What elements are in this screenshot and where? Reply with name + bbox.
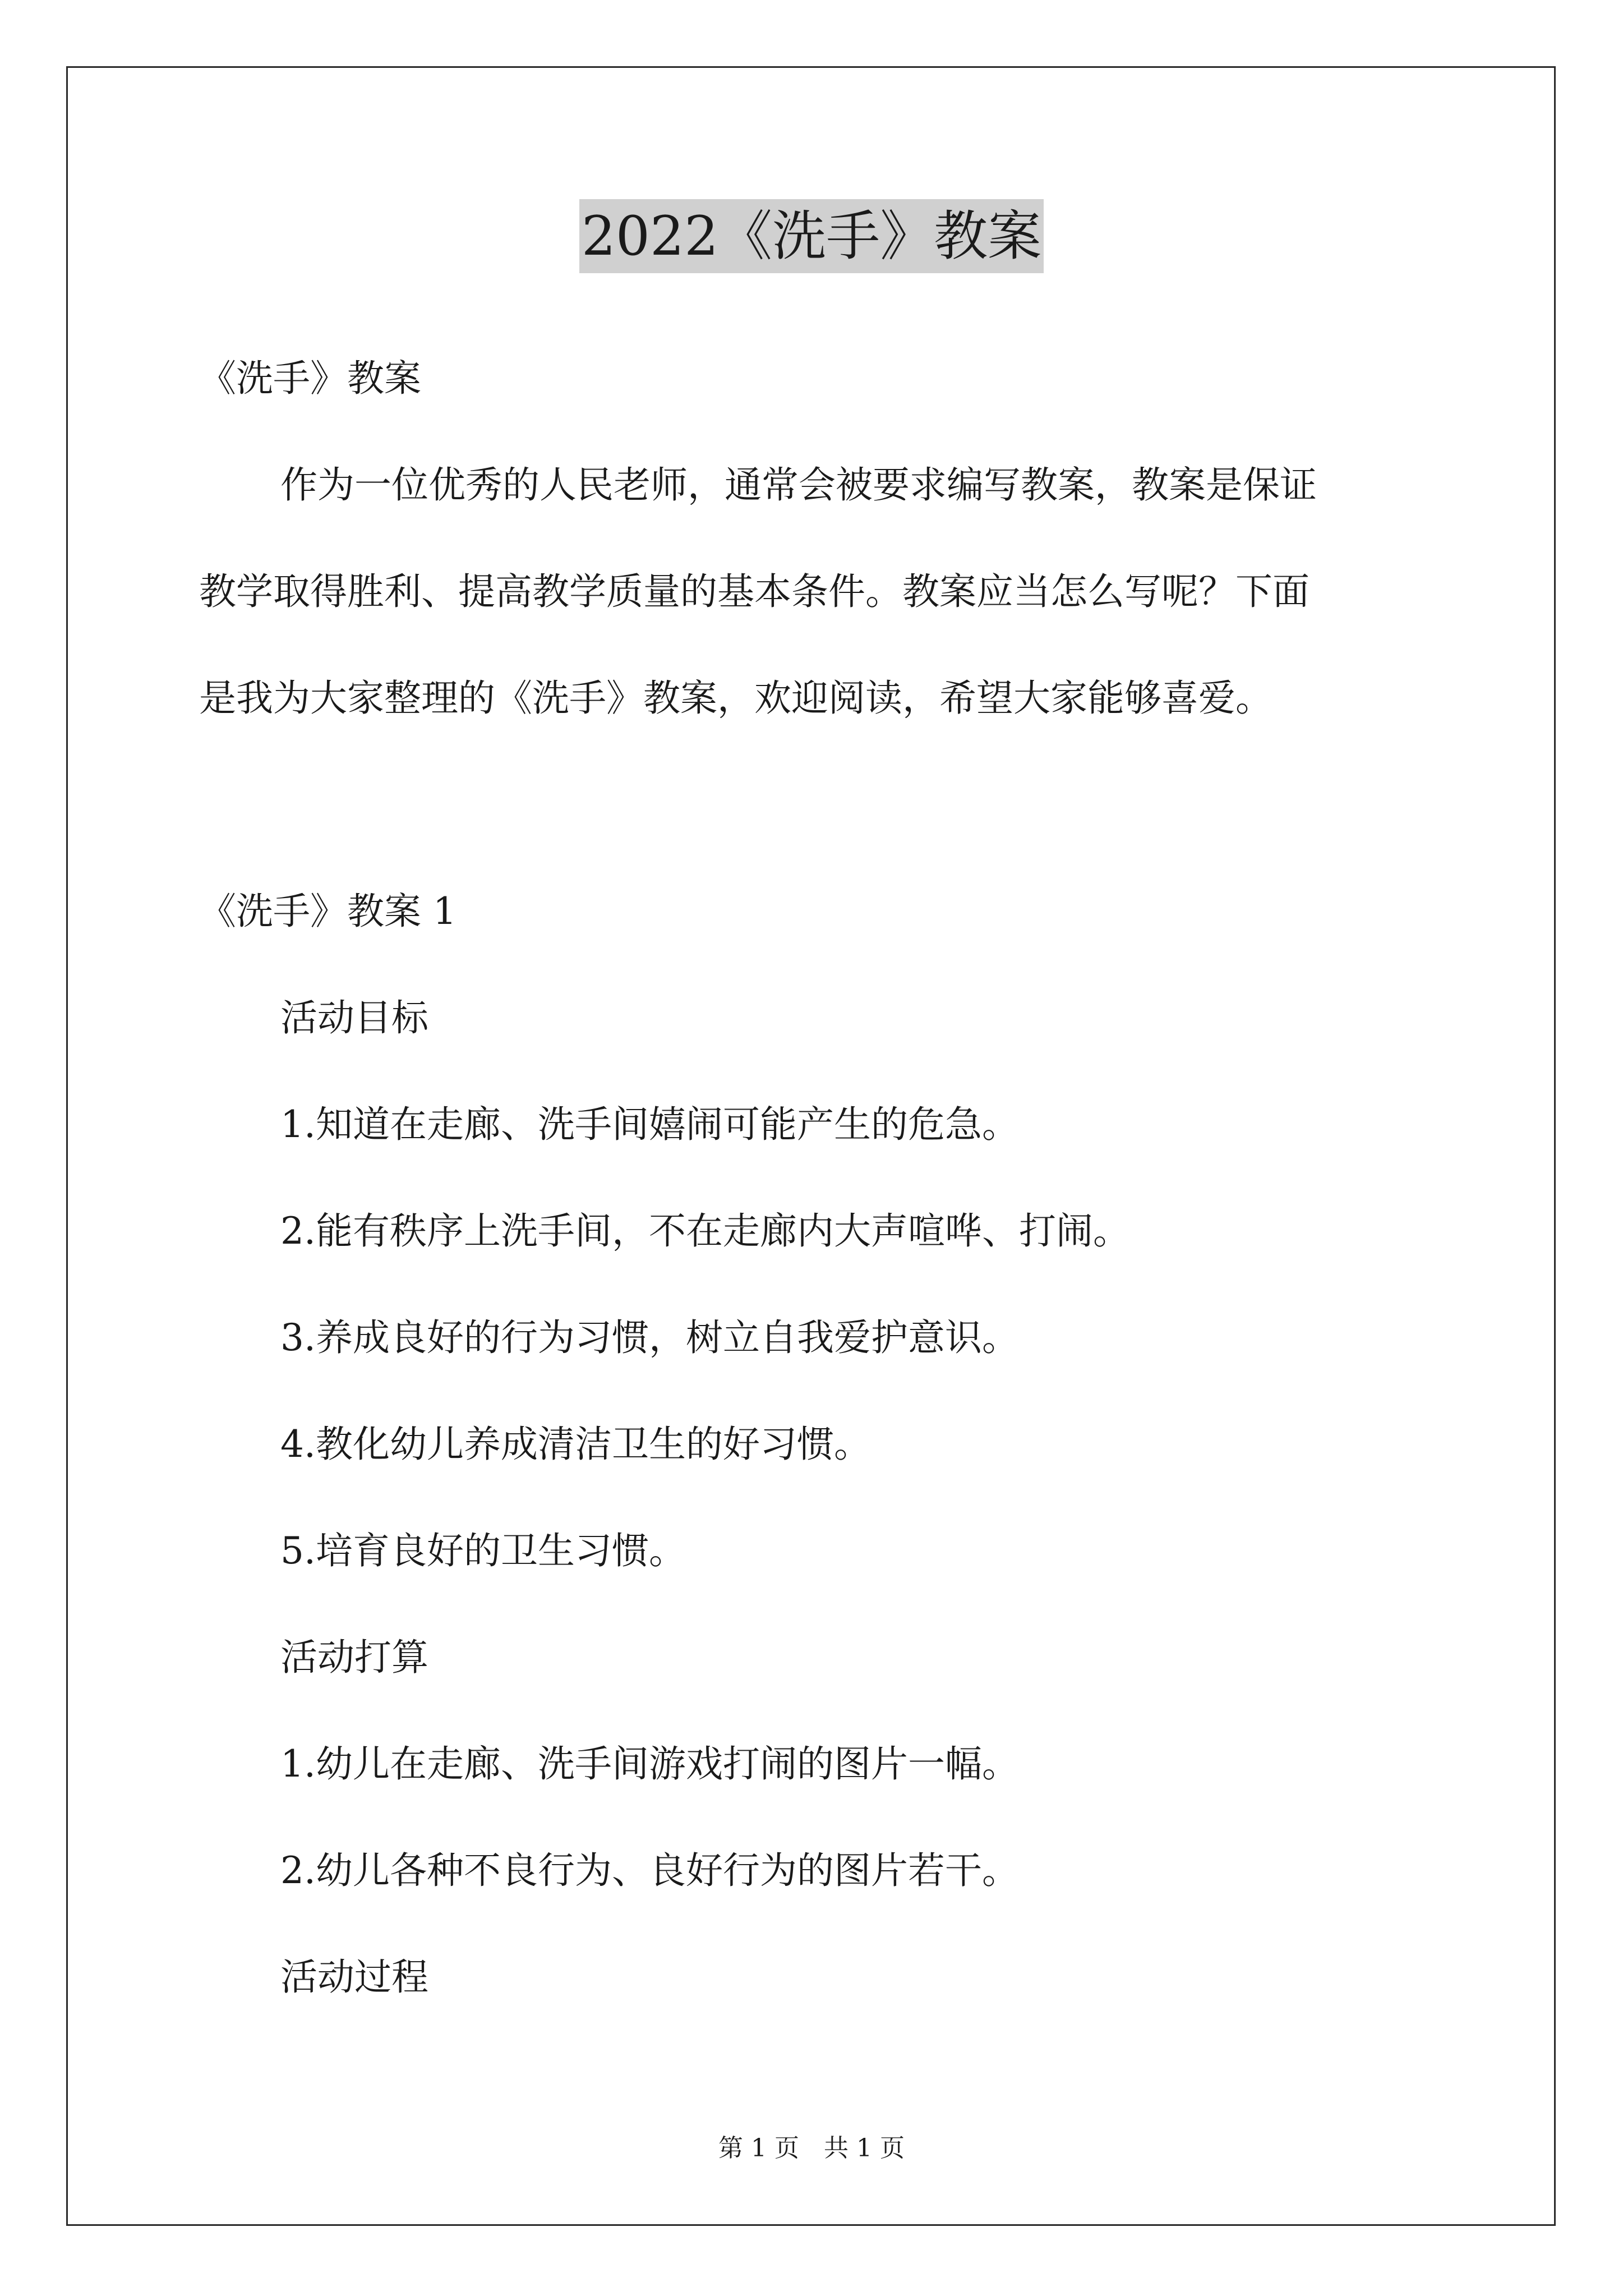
document-subtitle: 《洗手》教案 [199, 357, 421, 400]
document-title: 2022《洗手》教案 [579, 199, 1044, 273]
prep-item: 2.幼儿各种不良行为、良好行为的图片若干。 [280, 1849, 1019, 1892]
intro-line-3: 是我为大家整理的《洗手》教案，欢迎阅读，希望大家能够喜爱。 [199, 677, 1272, 720]
process-heading: 活动过程 [280, 1955, 428, 1999]
prep-heading: 活动打算 [280, 1636, 428, 1679]
page-footer: 第 1 页 共 1 页 [718, 2134, 905, 2162]
intro-line-1: 作为一位优秀的人民老师，通常会被要求编写教案，教案是保证 [280, 463, 1317, 507]
intro-line-2: 教学取得胜利、提高教学质量的基本条件。教案应当怎么写呢？下面 [199, 570, 1310, 613]
section-heading: 《洗手》教案 1 [199, 890, 457, 933]
goals-heading: 活动目标 [280, 996, 428, 1039]
goal-item: 3.养成良好的行为习惯，树立自我爱护意识。 [280, 1316, 1019, 1359]
title-container [0, 199, 1623, 273]
goal-item: 4.教化幼儿养成清洁卫生的好习惯。 [280, 1423, 871, 1466]
prep-item: 1.幼儿在走廊、洗手间游戏打闹的图片一幅。 [280, 1742, 1019, 1786]
goal-item: 5.培育良好的卫生习惯。 [280, 1529, 686, 1572]
goal-item: 1.知道在走廊、洗手间嬉闹可能产生的危急。 [280, 1103, 1019, 1146]
goal-item: 2.能有秩序上洗手间，不在走廊内大声喧哗、打闹。 [280, 1209, 1130, 1253]
